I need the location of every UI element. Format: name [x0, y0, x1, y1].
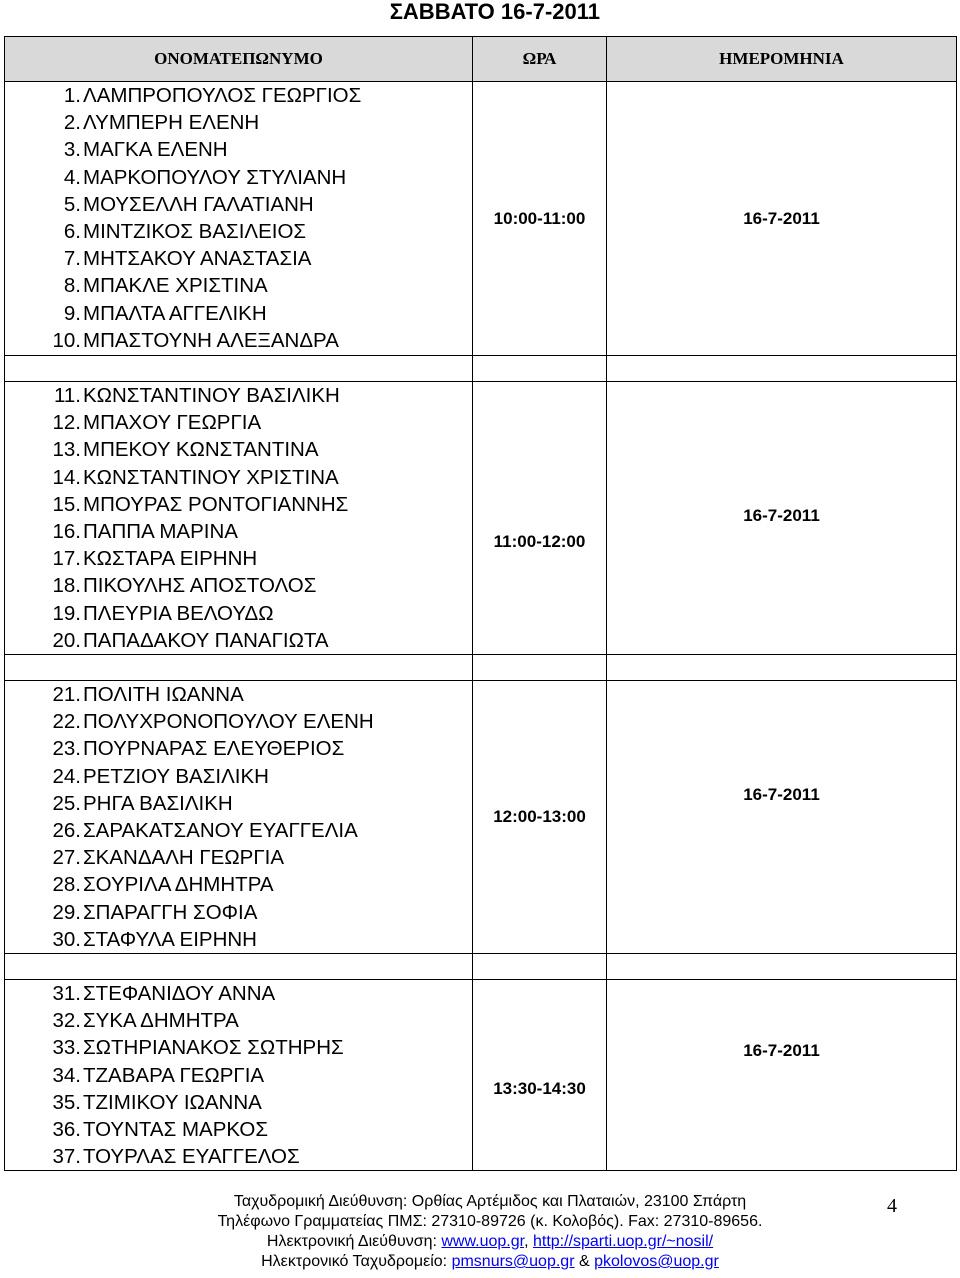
list-item: [5, 164, 472, 191]
list-item: [5, 763, 472, 790]
list-item-number: 19.: [52, 601, 81, 625]
name-list: [5, 681, 472, 953]
time-slot: 12:00-13:00: [493, 807, 586, 827]
spacer-row: [5, 356, 957, 382]
list-item-number: 1.: [63, 84, 81, 107]
schedule-body: [5, 82, 957, 1171]
spacer-cell: [5, 655, 473, 681]
list-item-number: 22.: [52, 710, 81, 734]
list-item: [5, 491, 472, 518]
list-item-name: ΜΠΟΥΡΑΣ ΡΟΝΤΟΓΙΑΝΝΗΣ: [83, 492, 349, 516]
list-item-name: ΜΑΓΚΑ ΕΛΕΝΗ: [83, 138, 228, 162]
time-cell: [473, 681, 607, 954]
list-item-number: 21.: [52, 683, 81, 707]
header-time: ΩΡΑ: [473, 37, 607, 82]
list-item: [5, 436, 472, 463]
time-cell: [473, 382, 607, 655]
spacer-cell: [5, 954, 473, 980]
time-slot: 13:30-14:30: [493, 1079, 586, 1099]
list-item-name: ΚΩΣΤΑΡΑ ΕΙΡΗΝΗ: [83, 547, 258, 571]
footer-email-link-pkolovos[interactable]: pkolovos@uop.gr: [594, 1253, 719, 1270]
footer-web-link-nosil[interactable]: http://sparti.uop.gr/~nosil/: [532, 1233, 714, 1250]
list-item: [5, 681, 472, 708]
footer-web-label: Ηλεκτρονική Διεύθυνση:: [266, 1233, 442, 1250]
date-cell: [607, 82, 957, 356]
list-item-name: ΡΕΤΖΙΟΥ ΒΑΣΙΛΙΚΗ: [83, 764, 269, 788]
list-item-number: 6.: [63, 220, 81, 244]
list-item-number: 29.: [52, 900, 81, 924]
list-item-number: 18.: [52, 574, 81, 598]
list-item-name: ΠΟΥΡΝΑΡΑΣ ΕΛΕΥΘΕΡΙΟΣ: [83, 737, 345, 761]
list-item: [5, 1116, 472, 1143]
list-item: [5, 409, 472, 436]
list-item-number: 20.: [52, 628, 81, 652]
list-item-name: ΣΩΤΗΡΙΑΝΑΚΟΣ ΣΩΤΗΡΗΣ: [83, 1036, 344, 1060]
list-item-name: ΜΑΡΚΟΠΟΥΛΟΥ ΣΤΥΛΙΑΝΗ: [83, 165, 347, 189]
list-item-number: 11.: [54, 384, 81, 407]
list-item: [5, 600, 472, 627]
list-item-number: 32.: [52, 1009, 81, 1033]
schedule-group-row: [5, 980, 957, 1171]
list-item: [5, 191, 472, 218]
schedule-group-row: [5, 82, 957, 356]
list-item-name: ΠΟΛΙΤΗ ΙΩΑΝΝΑ: [83, 683, 244, 707]
list-item-number: 13.: [52, 438, 81, 462]
date-cell: [607, 980, 957, 1171]
list-item-number: 7.: [63, 247, 81, 271]
footer-web: [0, 1232, 960, 1252]
list-item-number: 10.: [52, 328, 81, 352]
list-item-name: ΜΠΑΛΤΑ ΑΓΓΕΛΙΚΗ: [83, 301, 267, 325]
date-value: 16-7-2011: [743, 1041, 820, 1061]
list-item: [5, 1062, 472, 1089]
names-cell: [5, 82, 473, 356]
list-item-number: 15.: [52, 492, 81, 516]
list-item: [5, 382, 472, 409]
list-item: [5, 518, 472, 545]
list-item-name: ΛΑΜΠΡΟΠΟΥΛΟΣ ΓΕΩΡΓΙΟΣ: [83, 84, 362, 107]
list-item: [5, 790, 472, 817]
list-item-number: 33.: [52, 1036, 81, 1060]
list-item: [5, 899, 472, 926]
schedule-group-row: [5, 382, 957, 655]
list-item: [5, 1089, 472, 1116]
list-item: [5, 572, 472, 599]
footer-phone: Τηλέφωνο Γραμματείας ΠΜΣ: 27310-89726 (κ. Κολοβός). Fax: 27310-89656.: [217, 1213, 763, 1230]
footer-web-sep: ,: [524, 1233, 533, 1250]
list-item-number: 24.: [52, 764, 81, 788]
date-cell: [607, 382, 957, 655]
list-item-number: 37.: [52, 1145, 81, 1169]
list-item-number: 9.: [63, 301, 81, 325]
footer-email-label: Ηλεκτρονικό Ταχυδρομείο:: [261, 1253, 452, 1270]
name-list: [5, 980, 472, 1170]
list-item-number: 34.: [52, 1063, 81, 1087]
list-item-name: ΠΑΠΑΔΑΚΟΥ ΠΑΝΑΓΙΩΤΑ: [83, 628, 329, 652]
list-item: [5, 245, 472, 272]
schedule-table: [4, 36, 957, 1171]
list-item-name: ΣΟΥΡΙΛΑ ΔΗΜΗΤΡΑ: [83, 873, 274, 897]
list-item: [5, 327, 472, 354]
list-item-number: 30.: [52, 927, 81, 951]
list-item-number: 27.: [52, 846, 81, 870]
footer-email-sep: &: [574, 1253, 595, 1270]
list-item-number: 14.: [52, 465, 81, 489]
list-item-name: ΜΠΕΚΟΥ ΚΩΝΣΤΑΝΤΙΝΑ: [83, 438, 319, 462]
list-item-number: 25.: [52, 791, 81, 815]
list-item: [5, 708, 472, 735]
spacer-cell: [607, 356, 957, 382]
footer-email: [0, 1252, 960, 1272]
list-item-name: ΛΥΜΠΕΡΗ ΕΛΕΝΗ: [83, 111, 260, 135]
list-item-number: 3.: [63, 138, 81, 162]
list-item-name: ΤΟΥΡΛΑΣ ΕΥΑΓΓΕΛΟΣ: [83, 1145, 300, 1169]
list-item-name: ΚΩΝΣΤΑΝΤΙΝΟΥ ΒΑΣΙΛΙΚΗ: [83, 384, 340, 407]
date-value: 16-7-2011: [743, 506, 820, 526]
header-date: ΗΜΕΡΟΜΗΝΙΑ: [607, 37, 957, 82]
list-item-number: 4.: [63, 165, 81, 189]
list-item: [5, 1007, 472, 1034]
name-list: [5, 382, 472, 654]
footer-email-link-pmsnurs[interactable]: pmsnurs@uop.gr: [451, 1253, 575, 1270]
spacer-cell: [5, 356, 473, 382]
list-item-number: 17.: [52, 547, 81, 571]
list-item: [5, 218, 472, 245]
list-item-name: ΜΠΑΧΟΥ ΓΕΩΡΓΙΑ: [83, 411, 262, 435]
list-item-number: 2.: [63, 111, 81, 135]
list-item-number: 35.: [52, 1090, 81, 1114]
date-value: 16-7-2011: [743, 785, 820, 805]
schedule-group-row: [5, 681, 957, 954]
spacer-cell: [607, 655, 957, 681]
list-item-number: 36.: [52, 1118, 81, 1142]
list-item: [5, 926, 472, 953]
list-item: [5, 627, 472, 654]
list-item: [5, 735, 472, 762]
list-item-name: ΠΙΚΟΥΛΗΣ ΑΠΟΣΤΟΛΟΣ: [83, 574, 317, 598]
spacer-cell: [607, 954, 957, 980]
list-item-name: ΜΠΑΣΤΟΥΝΗ ΑΛΕΞΑΝΔΡΑ: [83, 328, 339, 352]
list-item: [5, 464, 472, 491]
names-cell: [5, 382, 473, 655]
list-item-name: ΜΟΥΣΕΛΛΗ ΓΑΛΑΤΙΑΝΗ: [83, 192, 314, 216]
list-item-name: ΣΠΑΡΑΓΓΗ ΣΟΦΙΑ: [83, 900, 258, 924]
list-item-name: ΣΤΕΦΑΝΙΔΟΥ ΑΝΝΑ: [83, 982, 276, 1006]
time-cell: [473, 82, 607, 356]
spacer-cell: [473, 655, 607, 681]
list-item: [5, 1034, 472, 1061]
spacer-cell: [473, 954, 607, 980]
list-item-number: 12.: [52, 411, 81, 435]
list-item-name: ΤΖΑΒΑΡΑ ΓΕΩΡΓΙΑ: [83, 1063, 265, 1087]
list-item: [5, 844, 472, 871]
list-item-name: ΠΛΕΥΡΙΑ ΒΕΛΟΥΔΩ: [83, 601, 274, 625]
list-item: [5, 545, 472, 572]
date-value: 16-7-2011: [743, 208, 820, 228]
list-item-number: 31.: [52, 982, 81, 1006]
footer: [0, 1192, 960, 1272]
list-item: [5, 1143, 472, 1170]
header-name: ΟΝΟΜΑΤΕΠΩΝΥΜΟ: [5, 37, 473, 82]
list-item-name: ΤΟΥΝΤΑΣ ΜΑΡΚΟΣ: [83, 1118, 269, 1142]
list-item: [5, 109, 472, 136]
table-header-row: [5, 37, 957, 82]
list-item-name: ΣΚΑΝΔΑΛΗ ΓΕΩΡΓΙΑ: [83, 846, 285, 870]
list-item: [5, 82, 472, 109]
list-item-number: 8.: [63, 274, 81, 298]
page-title: ΣΑΒΒΑΤΟ 16-7-2011: [389, 0, 600, 24]
footer-web-link-uop[interactable]: www.uop.gr: [441, 1233, 525, 1250]
list-item-name: ΣΑΡΑΚΑΤΣΑΝΟΥ ΕΥΑΓΓΕΛΙΑ: [83, 819, 358, 843]
list-item-name: ΜΗΤΣΑΚΟΥ ΑΝΑΣΤΑΣΙΑ: [83, 247, 312, 271]
list-item-name: ΣΤΑΦΥΛΑ ΕΙΡΗΝΗ: [83, 927, 257, 951]
list-item-number: 26.: [52, 819, 81, 843]
time-cell: [473, 980, 607, 1171]
names-cell: [5, 681, 473, 954]
date-cell: [607, 681, 957, 954]
list-item-number: 28.: [52, 873, 81, 897]
time-slot: 10:00-11:00: [493, 208, 586, 228]
list-item-number: 16.: [52, 520, 81, 544]
list-item-name: ΤΖΙΜΙΚΟΥ ΙΩΑΝΝΑ: [83, 1090, 262, 1114]
list-item: [5, 817, 472, 844]
list-item: [5, 300, 472, 327]
list-item-name: ΚΩΝΣΤΑΝΤΙΝΟΥ ΧΡΙΣΤΙΝΑ: [83, 465, 339, 489]
list-item-name: ΜΠΑΚΛΕ ΧΡΙΣΤΙΝΑ: [83, 274, 268, 298]
list-item-name: ΣΥΚΑ ΔΗΜΗΤΡΑ: [83, 1009, 239, 1033]
list-item-name: ΡΗΓΑ ΒΑΣΙΛΙΚΗ: [83, 791, 233, 815]
list-item-name: ΠΟΛΥΧΡΟΝΟΠΟΥΛΟΥ ΕΛΕΝΗ: [83, 710, 374, 734]
list-item-name: ΜΙΝΤΖΙΚΟΣ ΒΑΣΙΛΕΙΟΣ: [83, 220, 307, 244]
list-item-number: 5.: [63, 192, 81, 216]
names-cell: [5, 980, 473, 1171]
name-list: [5, 82, 472, 354]
time-slot: 11:00-12:00: [493, 532, 586, 552]
list-item-number: 23.: [52, 737, 81, 761]
spacer-cell: [473, 356, 607, 382]
list-item: [5, 272, 472, 299]
spacer-row: [5, 954, 957, 980]
footer-address: Ταχυδρομική Διεύθυνση: Ορθίας Αρτέμιδος και Πλαταιών, 23100 Σπάρτη: [233, 1193, 747, 1210]
list-item: [5, 136, 472, 163]
list-item: [5, 871, 472, 898]
page-number: 4: [887, 1195, 897, 1217]
spacer-row: [5, 655, 957, 681]
list-item-name: ΠΑΠΠΑ ΜΑΡΙΝΑ: [83, 520, 238, 544]
list-item: [5, 980, 472, 1007]
